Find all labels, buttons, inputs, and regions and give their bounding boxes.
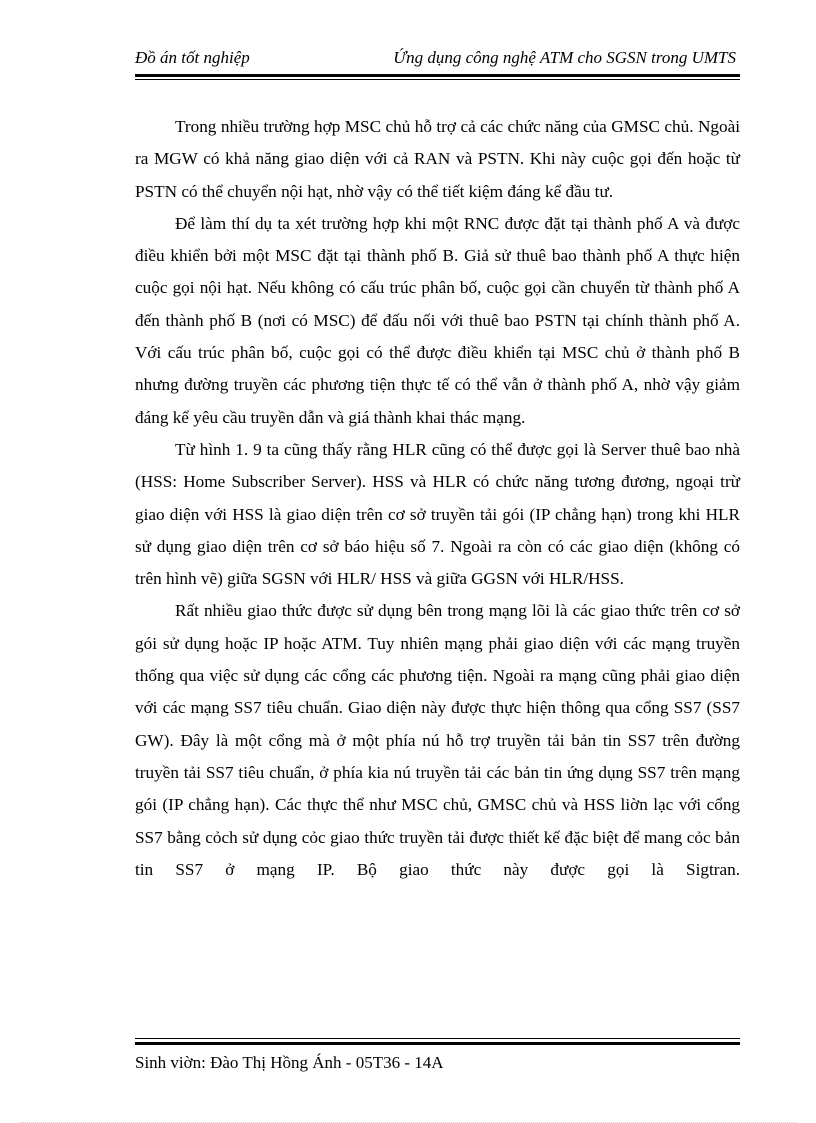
header-left-title: Đồ án tốt nghiệp (135, 48, 250, 67)
header-right-title: Ứng dụng công nghệ ATM cho SGSN trong UMTS (393, 48, 736, 67)
header-rule-thin (135, 79, 740, 80)
paragraph-3: Từ hình 1. 9 ta cũng thấy rằng HLR cũng có thể được gọi là Server thuê bao nhà (HSS: Home Subscriber Server). HSS và HLR có chức năng tương đương, ngoại trừ giao diện với HSS là giao diện trên cơ sở truyền tải gói (IP chẳng hạn) trong khi HLR sử dụng giao diện trên cơ sở báo hiệu số 7. Ngoài ra còn có các giao diện (không có trên hình vẽ) giữa SGSN với HLR/ HSS và giữa GGSN với HLR/HSS. (135, 439, 740, 589)
footer-rule-thin (135, 1038, 740, 1039)
paragraph-2: Để làm thí dụ ta xét trường hợp khi một RNC được đặt tại thành phố A và được điều khiển bởi một MSC đặt tại thành phố B. Giả sử thuê bao thành phố A thực hiện cuộc gọi nội hạt. Nếu không có cấu trúc phân bố, cuộc gọi cần chuyển từ thành phố A đến thành phố B (nơi có MSC) để đấu nối với thuê bao PSTN tại chính thành phố A. Với cấu trúc phân bố, cuộc gọi có thể được điều khiển tại MSC chủ ở thành phố B nhưng đường truyền các phương tiện thực tế có thể vẫn ở thành phố A, nhờ vậy giảm đáng kể yêu cầu truyền dẫn và giá thành khai thác mạng. (135, 213, 740, 427)
body-text (135, 111, 740, 886)
paragraph-1: Trong nhiều trường hợp MSC chủ hỗ trợ cả các chức năng của GMSC chủ. Ngoài ra MGW có khả năng giao diện với cả RAN và PSTN. Khi này cuộc gọi đến hoặc từ PSTN có thể chuyển nội hạt, nhờ vậy có thể tiết kiệm đáng kể đầu tư. (135, 117, 740, 201)
footer-rule-thick (135, 1042, 740, 1045)
paragraph-4: Rất nhiều giao thức được sử dụng bên trong mạng lõi là các giao thức trên cơ sở gói sử dụng hoặc IP hoặc ATM. Tuy nhiên mạng phải giao diện với các mạng truyền thống qua việc sử dụng các cổng các phương tiện. Ngoài ra mạng cũng phải giao diện với các mạng SS7 tiêu chuẩn. Giao diện này được thực hiện thông qua cổng SS7 (SS7 GW). Đây là một cổng mà ở một phía nú hỗ trợ truyền tải bản tin SS7 trên đường truyền tải SS7 tiêu chuẩn, ở phía kia nú truyền tải các bản tin ứng dụng SS7 trên mạng gói (IP chẳng hạn). Các thực thể như MSC chủ, GMSC chủ và HSS liờn lạc với cổng SS7 bằng cỏch sử dụng cỏc giao thức truyền tải được thiết kế đặc biệt để mang cỏc bản tin SS7 ở mạng IP. Bộ giao thức này được gọi là Sigtran. (135, 601, 740, 879)
header-rule-thick (135, 74, 740, 77)
page-header (135, 48, 740, 72)
page-footer: Sinh viờn: Đào Thị Hồng Ánh - 05T36 - 14A (135, 1053, 444, 1072)
